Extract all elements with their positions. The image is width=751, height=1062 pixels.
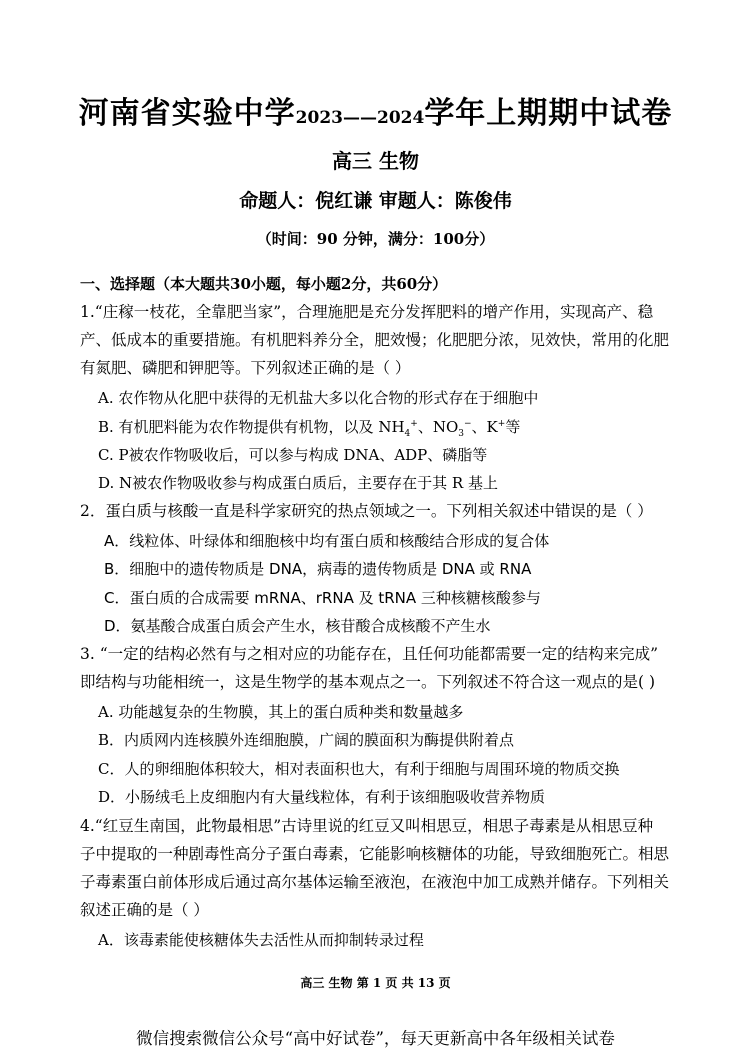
q3-line-2: 即结构与功能相统一，这是生物学的基本观点之一。下列叙述不符合这一观点的是( ) [80, 673, 656, 691]
exam-time-limit: （时间：90 分钟，满分：100分） [256, 230, 495, 248]
exam-authors: 命题人：倪红谦 审题人：陈俊伟 [239, 190, 512, 212]
q4-line-1: 4.“红豆生南国，此物最相思”古诗里说的红豆又叫相思豆，相思子毒素是从相思豆种 [80, 817, 654, 835]
q1-option-b-end: 等 [505, 418, 521, 436]
q2-option-a: A．线粒体、叶绿体和细胞核中均有蛋白质和核酸结合形成的复合体 [104, 532, 550, 550]
q1-option-a: A. 农作物从化肥中获得的无机盐大多以化合物的形式存在于细胞中 [98, 389, 539, 407]
q1-line-1: 1.“庄稼一枝花，全靠肥当家”，合理施肥是充分发挥肥料的增产作用，实现高产、稳 [80, 303, 654, 321]
exam-title [0, 88, 751, 132]
q1-line-2: 产、低成本的重要措施。有机肥料养分全，肥效慢；化肥肥分浓，见效快，常用的化肥 [80, 331, 670, 349]
q1-option-b-text: B. 有机肥料能为农作物提供有机物，以及 NH [98, 418, 405, 436]
q4-line-2: 子中提取的一种剧毒性高分子蛋白毒素，它能影响核糖体的功能，导致细胞死亡。相思 [80, 845, 670, 863]
q1-option-b-k: 、K [471, 418, 498, 436]
exam-subtitle: 高三 生物 [332, 149, 419, 173]
q2-line-1: 2．蛋白质与核酸一直是科学家研究的热点领域之一。下列相关叙述中错误的是（ ） [80, 502, 653, 520]
question-4-stem [80, 812, 675, 924]
q1-option-b-no: 、NO [417, 418, 459, 436]
title-school: 河南省实验中学 [78, 96, 296, 131]
q2-option-c: C．蛋白质的合成需要 mRNA、rRNA 及 tRNA 三种核糖核酸参与 [104, 589, 541, 607]
q4-option-a: A．该毒素能使核糖体失去活性从而抑制转录过程 [98, 931, 424, 949]
q1-option-d: D. N被农作物吸收参与构成蛋白质后，主要存在于其 R 基上 [98, 474, 498, 492]
question-3-stem [80, 640, 675, 696]
q3-option-d: D．小肠绒毛上皮细胞内有大量线粒体，有利于该细胞吸收营养物质 [98, 788, 546, 806]
q2-option-d: D．氨基酸合成蛋白质会产生水，核苷酸合成核酸不产生水 [104, 617, 491, 635]
q3-line-1: 3. “一定的结构必然有与之相对应的功能存在，且任何功能都需要一定的结构来完成” [80, 645, 659, 663]
page-footer: 高三 生物 第 1 页 共 13 页 [300, 976, 451, 990]
q1-option-b: B. 有机肥料能为农作物提供有机物，以及 $NH_4^+$、$NO_3^-$、K+等 [98, 418, 521, 439]
q4-line-3: 子毒素蛋白前体形成后通过高尔基体运输至液泡，在液泡中加工成熟并储存。下列相关 [80, 873, 670, 891]
title-term: 学年上期期中试卷 [424, 96, 673, 131]
q3-option-c: C．人的卵细胞体积较大，相对表面积也大，有利于细胞与周围环境的物质交换 [98, 760, 620, 778]
title-year: 2023——2024 [295, 108, 425, 128]
q3-option-b: B．内质网内连核膜外连细胞膜，广阔的膜面积为酶提供附着点 [98, 731, 515, 749]
section-heading: 一、选择题（本大题共30小题，每小题2分，共60分） [80, 275, 448, 293]
q2-option-b: B．细胞中的遗传物质是 DNA，病毒的遗传物质是 DNA 或 RNA [104, 560, 532, 578]
q3-option-a: A. 功能越复杂的生物膜，其上的蛋白质种类和数量越多 [98, 703, 464, 721]
q1-line-3: 有氮肥、磷肥和钾肥等。下列叙述正确的是（ ） [80, 359, 411, 377]
bottom-notice: 微信搜索微信公众号“高中好试卷”，每天更新高中各年级相关试卷 [136, 1029, 615, 1048]
q1-option-c: C. P被农作物吸收后，可以参与构成 DNA、ADP、磷脂等 [98, 446, 488, 464]
question-2-stem [80, 497, 675, 525]
question-1-stem [80, 298, 675, 382]
q4-line-4: 叙述正确的是（ ） [80, 901, 209, 919]
